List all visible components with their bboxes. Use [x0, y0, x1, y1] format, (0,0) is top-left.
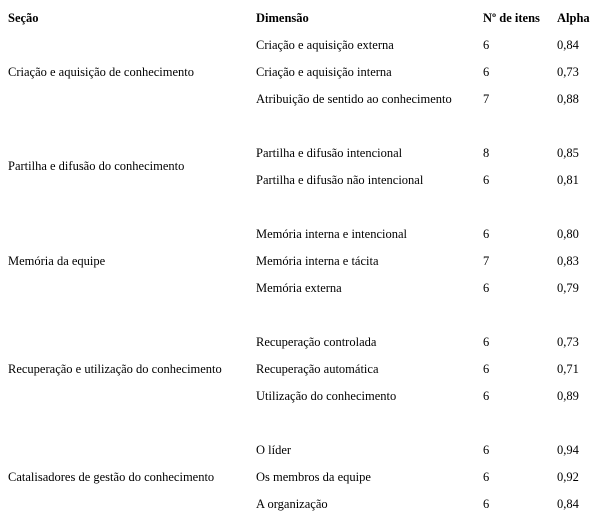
dimension-cell: Partilha e difusão não intencional: [256, 173, 424, 187]
items-cell: 6: [483, 281, 490, 295]
dimension-cell: Memória interna e tácita: [256, 254, 379, 268]
header-secao: Seção: [8, 11, 39, 25]
items-cell: 8: [483, 146, 490, 160]
dimension-cell: Partilha e difusão intencional: [256, 146, 403, 160]
dimension-cell: O líder: [256, 443, 292, 457]
alpha-cell: 0,83: [557, 254, 579, 268]
alpha-cell: 0,81: [557, 173, 579, 187]
items-cell: 6: [483, 389, 490, 403]
dimension-cell: A organização: [256, 497, 328, 511]
alpha-cell: 0,92: [557, 470, 579, 484]
items-cell: 6: [483, 227, 490, 241]
dimension-cell: Recuperação automática: [256, 362, 379, 376]
items-cell: 6: [483, 173, 490, 187]
dimension-cell: Atribuição de sentido ao conhecimento: [256, 92, 452, 106]
items-cell: 7: [483, 254, 490, 268]
alpha-cell: 0,73: [557, 335, 579, 349]
section-name: Memória da equipe: [8, 254, 106, 268]
section-name: Partilha e difusão do conhecimento: [8, 159, 185, 173]
items-cell: 6: [483, 65, 490, 79]
alpha-cell: 0,85: [557, 146, 579, 160]
alpha-cell: 0,71: [557, 362, 579, 376]
alpha-cell: 0,79: [557, 281, 579, 295]
alpha-cell: 0,80: [557, 227, 579, 241]
items-cell: 6: [483, 38, 490, 52]
items-cell: 6: [483, 335, 490, 349]
alpha-cell: 0,89: [557, 389, 579, 403]
header-alpha: Alpha: [557, 11, 590, 25]
alpha-cell: 0,88: [557, 92, 579, 106]
dimension-cell: Memória externa: [256, 281, 342, 295]
items-cell: 6: [483, 470, 490, 484]
dimension-cell: Utilização do conhecimento: [256, 389, 397, 403]
alpha-cell: 0,84: [557, 38, 579, 52]
items-cell: 6: [483, 443, 490, 457]
items-cell: 6: [483, 497, 490, 511]
dimension-cell: Recuperação controlada: [256, 335, 377, 349]
section-name: Recuperação e utilização do conhecimento: [8, 362, 222, 376]
items-cell: 7: [483, 92, 490, 106]
alpha-cell: 0,94: [557, 443, 579, 457]
dimension-cell: Criação e aquisição externa: [256, 38, 394, 52]
alpha-cell: 0,84: [557, 497, 579, 511]
dimension-cell: Memória interna e intencional: [256, 227, 407, 241]
header-itens: Nº de itens: [483, 11, 540, 25]
section-name: Criação e aquisição de conhecimento: [8, 65, 195, 79]
dimension-cell: Criação e aquisição interna: [256, 65, 392, 79]
section-name: Catalisadores de gestão do conhecimento: [8, 470, 215, 484]
header-dimensao: Dimensão: [256, 11, 309, 25]
items-cell: 6: [483, 362, 490, 376]
alpha-cell: 0,73: [557, 65, 579, 79]
dimension-cell: Os membros da equipe: [256, 470, 371, 484]
